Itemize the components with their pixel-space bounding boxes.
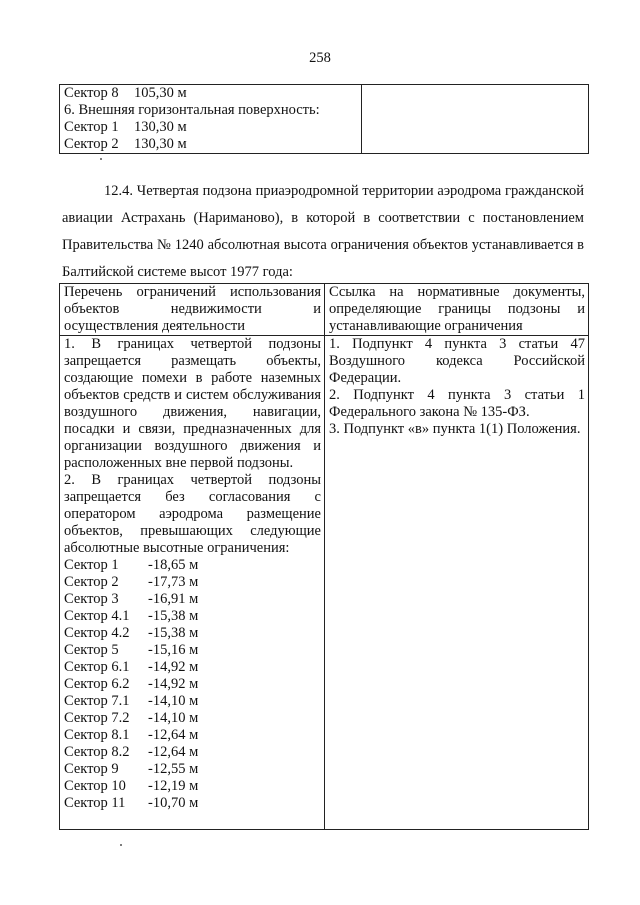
restrictions-cell (60, 336, 325, 830)
header-references: Ссылка на нормативные документы, определяющие границы подзоны и устанавливающие ограничения (325, 284, 589, 336)
outer-horizontal-surface-heading: 6. Внешняя горизонтальная поверхность: (64, 102, 320, 118)
sector-2-line (64, 136, 357, 153)
sector-height-value: -17,73 м (148, 574, 199, 590)
references-cell (325, 336, 589, 830)
sector-height-row (64, 744, 321, 761)
restrictions-table (59, 283, 589, 830)
sector-height-value: -18,65 м (148, 557, 199, 573)
sector-height-value: -14,92 м (148, 659, 199, 675)
sector-name: Сектор 7.2 (64, 710, 130, 726)
sector-height-value: -12,55 м (148, 761, 199, 777)
sector-value: 130,30 м (134, 136, 187, 152)
sector-8-line (64, 85, 357, 102)
sector-height-value: -15,38 м (148, 625, 199, 641)
sector-height-row (64, 659, 321, 676)
continuation-cell-right (362, 85, 589, 154)
sector-name: Сектор 10 (64, 778, 126, 794)
reference-item-1: 1. Подпункт 4 пункта 3 статьи 47 Воздушного кодекса Российской Федерации. (329, 336, 585, 386)
sector-name: Сектор 11 (64, 795, 126, 811)
sector-height-value: -15,38 м (148, 608, 199, 624)
sector-height-row (64, 710, 321, 727)
sector-height-value: -16,91 м (148, 591, 199, 607)
sector-height-value: -14,10 м (148, 693, 199, 709)
sector-label: Сектор 1 (64, 119, 119, 135)
sector-name: Сектор 5 (64, 642, 119, 658)
sector-value: 105,30 м (134, 85, 187, 101)
sector-height-row (64, 761, 321, 778)
sector-height-value: -10,70 м (148, 795, 199, 811)
sector-height-value: -14,92 м (148, 676, 199, 692)
sector-name: Сектор 2 (64, 574, 119, 590)
sector-height-row (64, 676, 321, 693)
sector-height-value: -12,64 м (148, 744, 199, 760)
sector-name: Сектор 1 (64, 557, 119, 573)
sector-value: 130,30 м (134, 119, 187, 135)
sector-name: Сектор 9 (64, 761, 119, 777)
sector-height-row (64, 642, 321, 659)
sector-height-row (64, 574, 321, 591)
sector-height-row (64, 795, 321, 812)
sector-name: Сектор 6.1 (64, 659, 130, 675)
sector-name: Сектор 7.1 (64, 693, 130, 709)
sector-height-row (64, 778, 321, 795)
sector-height-value: -14,10 м (148, 710, 199, 726)
sector-height-row (64, 727, 321, 744)
sector-height-list (64, 557, 321, 812)
sector-label: Сектор 2 (64, 136, 119, 152)
sector-name: Сектор 4.1 (64, 608, 130, 624)
sector-name: Сектор 4.2 (64, 625, 130, 641)
sector-height-row (64, 557, 321, 574)
restriction-item-2: 2. В границах четвертой подзоны запрещается без согласования с оператором аэродрома размещение объектов, превышающих следующие абсолютные высотные ограничения: (64, 472, 321, 556)
reference-item-3: 3. Подпункт «в» пункта 1(1) Положения. (329, 421, 581, 437)
continuation-cell-left (60, 85, 362, 154)
sector-height-row (64, 608, 321, 625)
scan-speck (120, 844, 122, 846)
sector-height-value: -12,64 м (148, 727, 199, 743)
header-restrictions: Перечень ограничений использования объектов недвижимости и осуществления деятельности (60, 284, 325, 336)
sector-name: Сектор 6.2 (64, 676, 130, 692)
restriction-item-1: 1. В границах четвертой подзоны запрещается размещать объекты, создающие помехи в работе наземных объектов средств и систем обслуживания воздушного движения, навигации, посадки и связи, предназначенных для организации воздушного движения и расположенных вне первой подзоны. (64, 336, 321, 471)
sector-height-value: -15,16 м (148, 642, 199, 658)
sector-name: Сектор 3 (64, 591, 119, 607)
reference-item-2: 2. Подпункт 4 пункта 3 статьи 1 Федерального закона № 135-ФЗ. (329, 387, 585, 420)
sector-name: Сектор 8.1 (64, 727, 130, 743)
sector-height-row (64, 693, 321, 710)
sector-name: Сектор 8.2 (64, 744, 130, 760)
continuation-table (59, 84, 589, 154)
sector-1-line (64, 119, 357, 136)
sector-height-row (64, 625, 321, 642)
sector-height-value: -12,19 м (148, 778, 199, 794)
scan-speck (100, 158, 102, 160)
sector-label: Сектор 8 (64, 85, 119, 101)
page-number: 258 (309, 50, 331, 66)
section-12-4-paragraph: 12.4. Четвертая подзона приаэродромной территории аэродрома гражданской авиации Астрахань (Нариманово), в которой в соответствии с постановлением Правительства № 1240 абсолютная высота ограничения объектов устанавливается в Балтийской системе высот 1977 года: (62, 183, 584, 280)
sector-height-row (64, 591, 321, 608)
